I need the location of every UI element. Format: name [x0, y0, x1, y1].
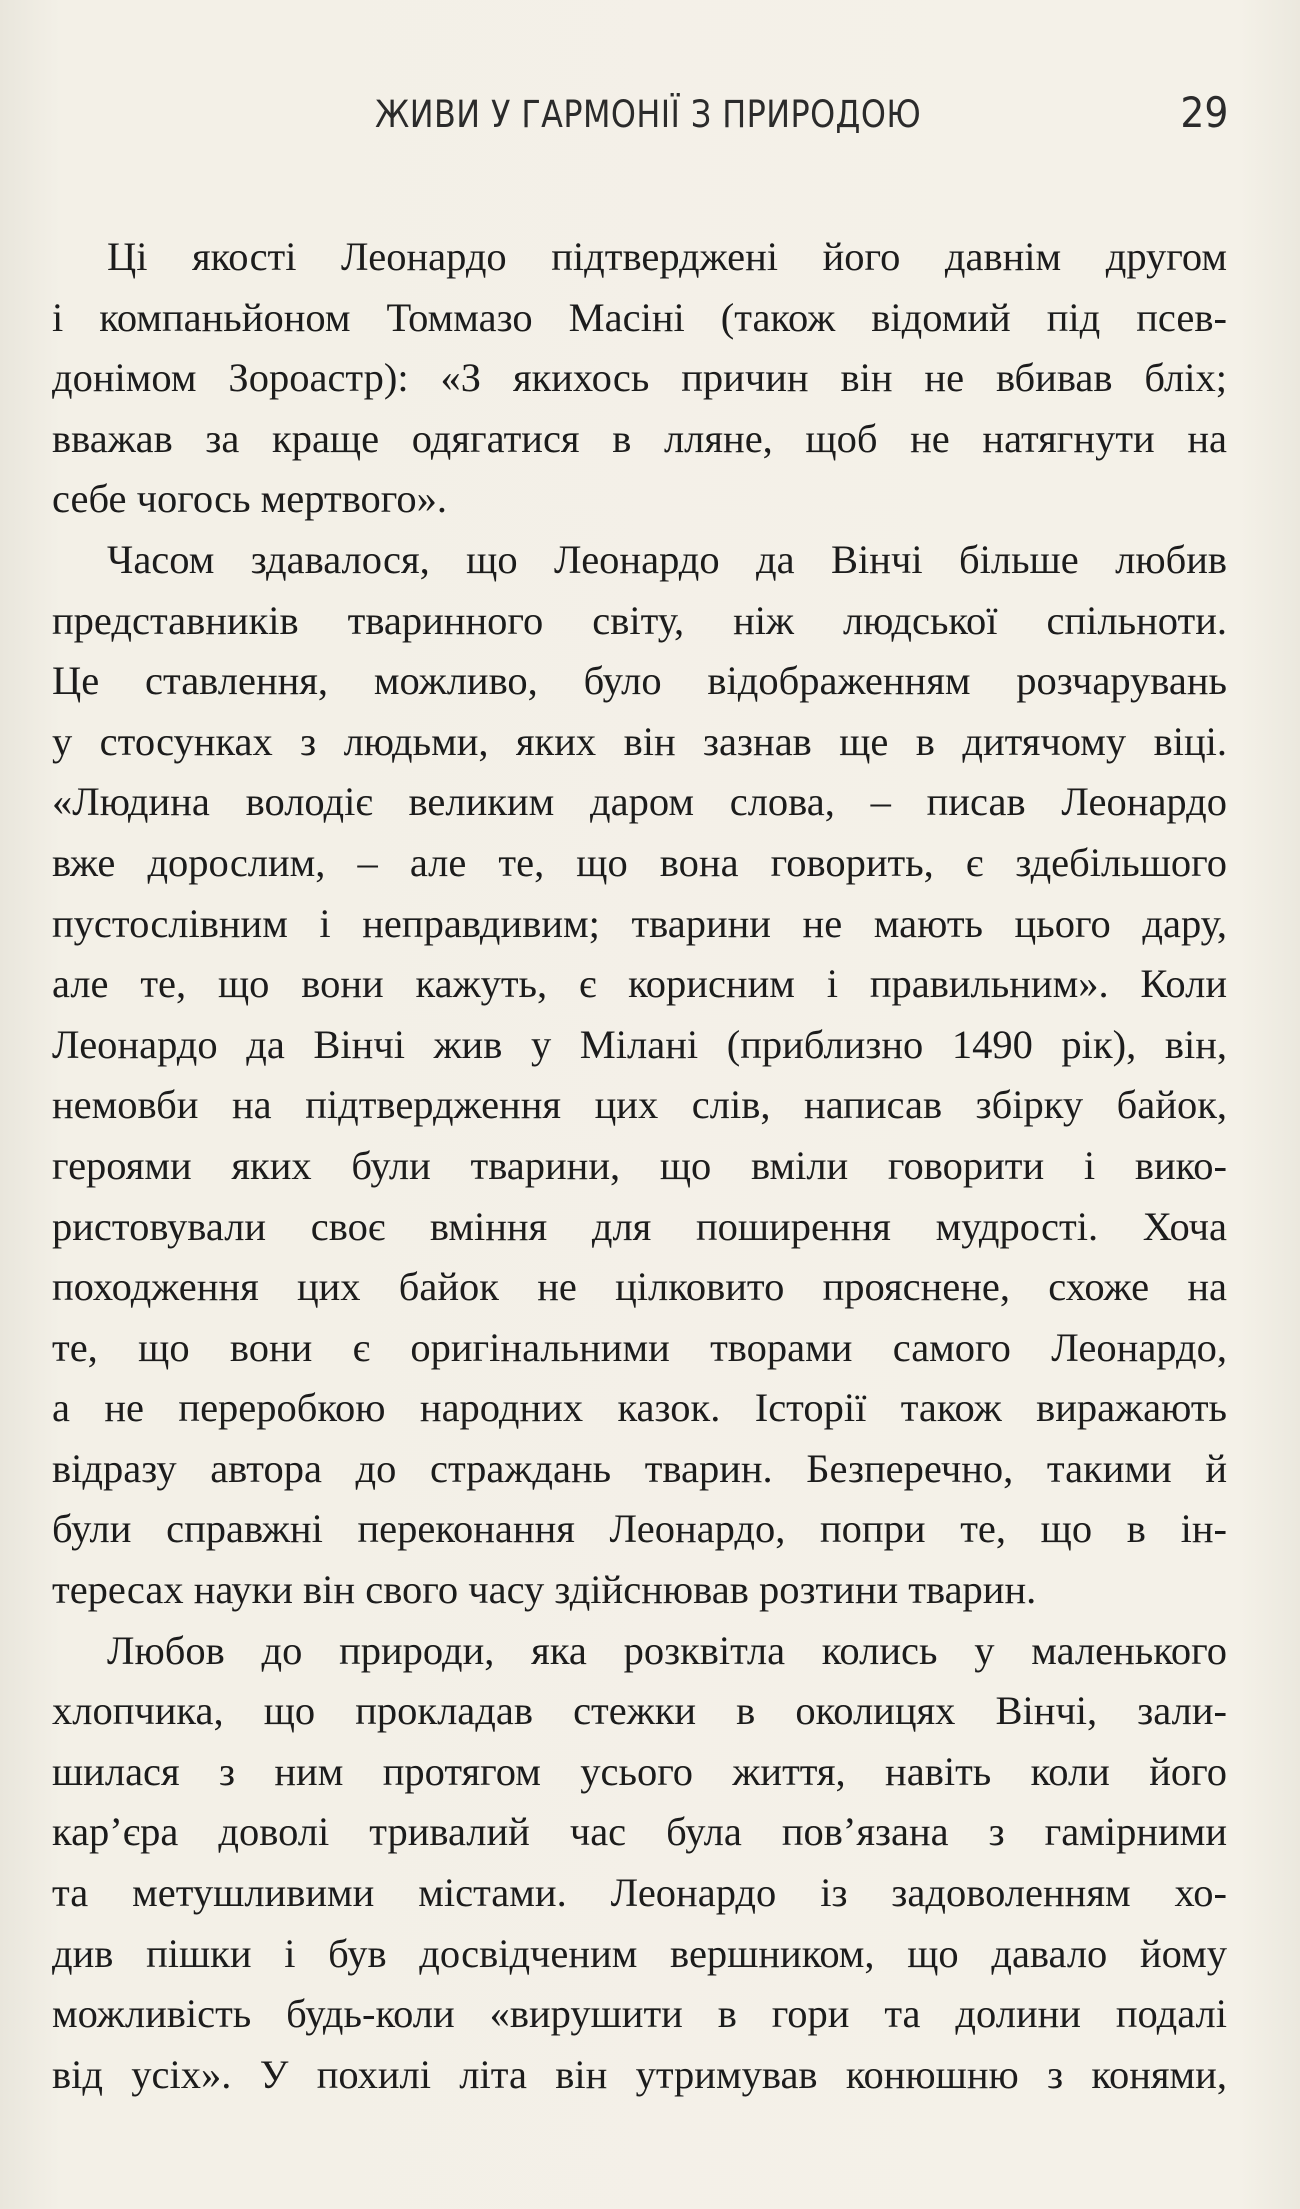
text-line: а не переробкою народних казок. Історії також виражають [52, 1385, 1227, 1431]
text-line: були справжні переконання Леонардо, попри те, що в ін- [52, 1506, 1227, 1552]
text-line: від усіх». У похилі літа він утримував конюшню з конями, [52, 2051, 1227, 2097]
running-title: ЖИВИ У ГАРМОНІЇ З ПРИРОДОЮ [375, 93, 922, 136]
text-line: Леонардо да Вінчі жив у Мілані (приблизно 1490 рік), він, [52, 1021, 1227, 1067]
page-number: 29 [1179, 88, 1228, 137]
text-line: вже дорослим, – але те, що вона говорить, є здебільшого [52, 839, 1227, 885]
text-line: але те, що вони кажуть, є корисним і правильним». Коли [52, 961, 1227, 1007]
text-line: у стосунках з людьми, яких він зазнав ще в дитячому віці. [52, 718, 1227, 764]
text-line: ристовували своє вміння для поширення мудрості. Хоча [52, 1203, 1227, 1249]
text-line: тересах науки він свого часу здійснював розтини тварин. [52, 1567, 1037, 1613]
text-line: кар’єра доволі тривалий час була пов’язана з гамірними [52, 1809, 1227, 1855]
text-line: Любов до природи, яка розквітла колись у маленького [107, 1627, 1227, 1673]
text-line: шилася з ним протягом усього життя, навіть коли його [52, 1748, 1227, 1794]
text-line: себе чогось мертвого». [52, 476, 448, 522]
text-line: Це ставлення, можливо, було відображенням розчарувань [52, 658, 1227, 704]
text-line: донімом Зороастр): «З якихось причин він не вбивав бліх; [52, 355, 1227, 401]
text-line: хлопчика, що прокладав стежки в околицях Вінчі, зали- [52, 1688, 1227, 1734]
text-line: див пішки і був досвідченим вершником, що давало йому [52, 1930, 1227, 1976]
text-line: те, що вони є оригінальними творами самого Леонардо, [52, 1324, 1227, 1370]
text-line: і компаньйоном Томмазо Масіні (також відомий під псев- [52, 294, 1227, 340]
text-line: Часом здавалося, що Леонардо да Вінчі більше любив [107, 536, 1227, 582]
text-line: героями яких були тварини, що вміли говорити і вико- [52, 1142, 1227, 1188]
text-line: походження цих байок не цілковито прояснене, схоже на [52, 1264, 1227, 1310]
text-line: відразу автора до страждань тварин. Безперечно, такими й [52, 1445, 1227, 1491]
body-text [52, 227, 1227, 2105]
text-line: немовби на підтвердження цих слів, написав збірку байок, [52, 1082, 1227, 1128]
text-line: пустослівним і неправдивим; тварини не мають цього дару, [52, 900, 1227, 946]
text-line: Ці якості Леонардо підтверджені його давнім другом [107, 234, 1227, 279]
text-line: можливість будь-коли «вирушити в гори та долини подалі [52, 1991, 1227, 2037]
text-line: вважав за краще одягатися в лляне, щоб не натягнути на [52, 415, 1227, 461]
text-line: представників тваринного світу, ніж людської спільноти. [52, 597, 1227, 643]
text-line: та метушливими містами. Леонардо із задоволенням хо- [52, 1870, 1227, 1916]
text-line: «Людина володіє великим даром слова, – писав Леонардо [52, 779, 1227, 825]
